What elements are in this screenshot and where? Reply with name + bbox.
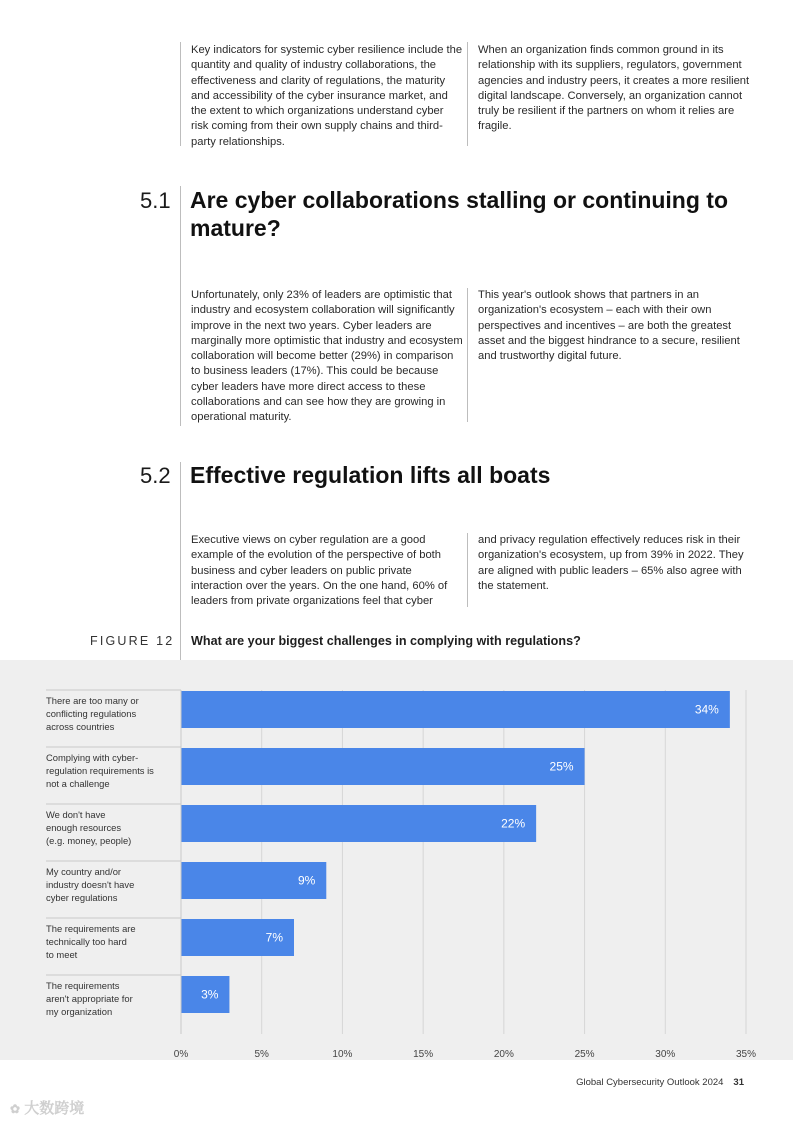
section-right-paragraph: and privacy regulation effectively reduces risk in their organization's ecosystem, up from 39% in 2022. They are aligned with public leaders – 65% also agree with the statement.	[478, 534, 744, 592]
x-tick-label: 20%	[493, 1049, 514, 1060]
x-tick-label: 15%	[413, 1049, 434, 1060]
x-tick-label: 5%	[254, 1049, 269, 1060]
page-footer	[576, 1077, 744, 1088]
x-tick-label: 30%	[655, 1049, 676, 1060]
category-label: The requirements are	[46, 923, 136, 934]
category-label: not a challenge	[46, 778, 110, 789]
bar-value-label: 3%	[201, 987, 219, 1002]
bar-value-label: 9%	[297, 873, 316, 888]
figure-label: FIGURE 12	[90, 634, 175, 648]
column-divider	[467, 533, 468, 607]
category-label: technically too hard	[46, 936, 127, 947]
watermark-mark-icon: ✿	[10, 1102, 21, 1116]
bar-value-label: 25%	[549, 759, 574, 774]
category-label: My country and/or	[46, 866, 122, 877]
intro-left-paragraph: Key indicators for systemic cyber resilience include the quantity and quality of industry collaborations, the effectiveness and clarity of regulations, the maturity and accessibility of the cyber insurance market, and the extent to which organizations understand cyber risk coming from their own supply chains and third-party relationships.	[191, 44, 463, 148]
category-label: conflicting regulations	[46, 708, 137, 719]
bar-value-label: 7%	[265, 930, 283, 945]
category-label: industry doesn't have	[46, 879, 135, 890]
watermark-logo	[10, 1097, 84, 1118]
bar	[181, 691, 730, 728]
section-title: Are cyber collaborations stalling or continuing to mature?	[190, 187, 729, 241]
column-divider	[467, 288, 468, 422]
x-tick-label: 0%	[173, 1049, 189, 1060]
section-number: 5.1	[140, 188, 171, 213]
figure-title: What are your biggest challenges in complying with regulations?	[191, 634, 581, 648]
section-left-paragraph: Unfortunately, only 23% of leaders are optimistic that industry and ecosystem collaboration will significantly improve in the next two years. Cyber leaders are marginally more optimistic that industry and ecosystem collaboration will become better (29%) in comparison to business leaders (17%). This could be because cyber leaders have more direct access to these collaborations and can see how they are growing in operational maturity.	[191, 289, 463, 424]
bar-value-label: 22%	[501, 816, 526, 831]
category-label: enough resources	[46, 822, 122, 833]
section-number: 5.2	[140, 463, 171, 488]
category-label: There are too many or	[46, 695, 139, 706]
bar-chart	[0, 660, 793, 1060]
x-tick-label: 10%	[332, 1049, 353, 1060]
bar-value-label: 34%	[694, 702, 719, 717]
footer-title: Global Cybersecurity Outlook 2024	[576, 1077, 724, 1088]
page-number: 31	[733, 1077, 744, 1088]
category-label: across countries	[46, 721, 115, 732]
watermark-text: 大数跨境	[24, 1100, 85, 1117]
category-label: The requirements	[46, 980, 120, 991]
category-label: cyber regulations	[46, 892, 118, 903]
bar	[181, 805, 536, 842]
x-tick-label: 25%	[574, 1049, 595, 1060]
section-right-paragraph: This year's outlook shows that partners in an organization's ecosystem – each with their own perspectives and incentives – are both the greatest asset and the biggest hindrance to a secure, resilient and trustworthy digital future.	[478, 289, 740, 363]
section-left-paragraph: Executive views on cyber regulation are a good example of the evolution of the perspective of both business and cyber leaders on public private interaction over the years. On the one hand, 60% of leaders from private organizations feel that cyber	[191, 534, 448, 608]
intro-right-paragraph: When an organization finds common ground in its relationship with its suppliers, regulators, government agencies and industry peers, it creates a more resilient digital landscape. Conversely, an organization cannot truly be resilient if the partners on whom it relies are fragile.	[478, 44, 750, 133]
column-divider	[180, 42, 181, 146]
section-title: Effective regulation lifts all boats	[190, 462, 551, 488]
category-label: We don't have	[46, 809, 106, 820]
bar	[181, 748, 585, 785]
x-tick-label: 35%	[735, 1049, 757, 1060]
category-label: my organization	[46, 1006, 113, 1017]
column-divider	[180, 186, 181, 426]
category-label: to meet	[46, 949, 78, 960]
category-label: (e.g. money, people)	[46, 835, 132, 846]
column-divider	[180, 462, 181, 660]
category-label: Complying with cyber-	[46, 752, 139, 763]
category-label: regulation requirements is	[46, 765, 154, 776]
category-label: aren't appropriate for	[46, 993, 133, 1004]
column-divider	[467, 42, 468, 146]
